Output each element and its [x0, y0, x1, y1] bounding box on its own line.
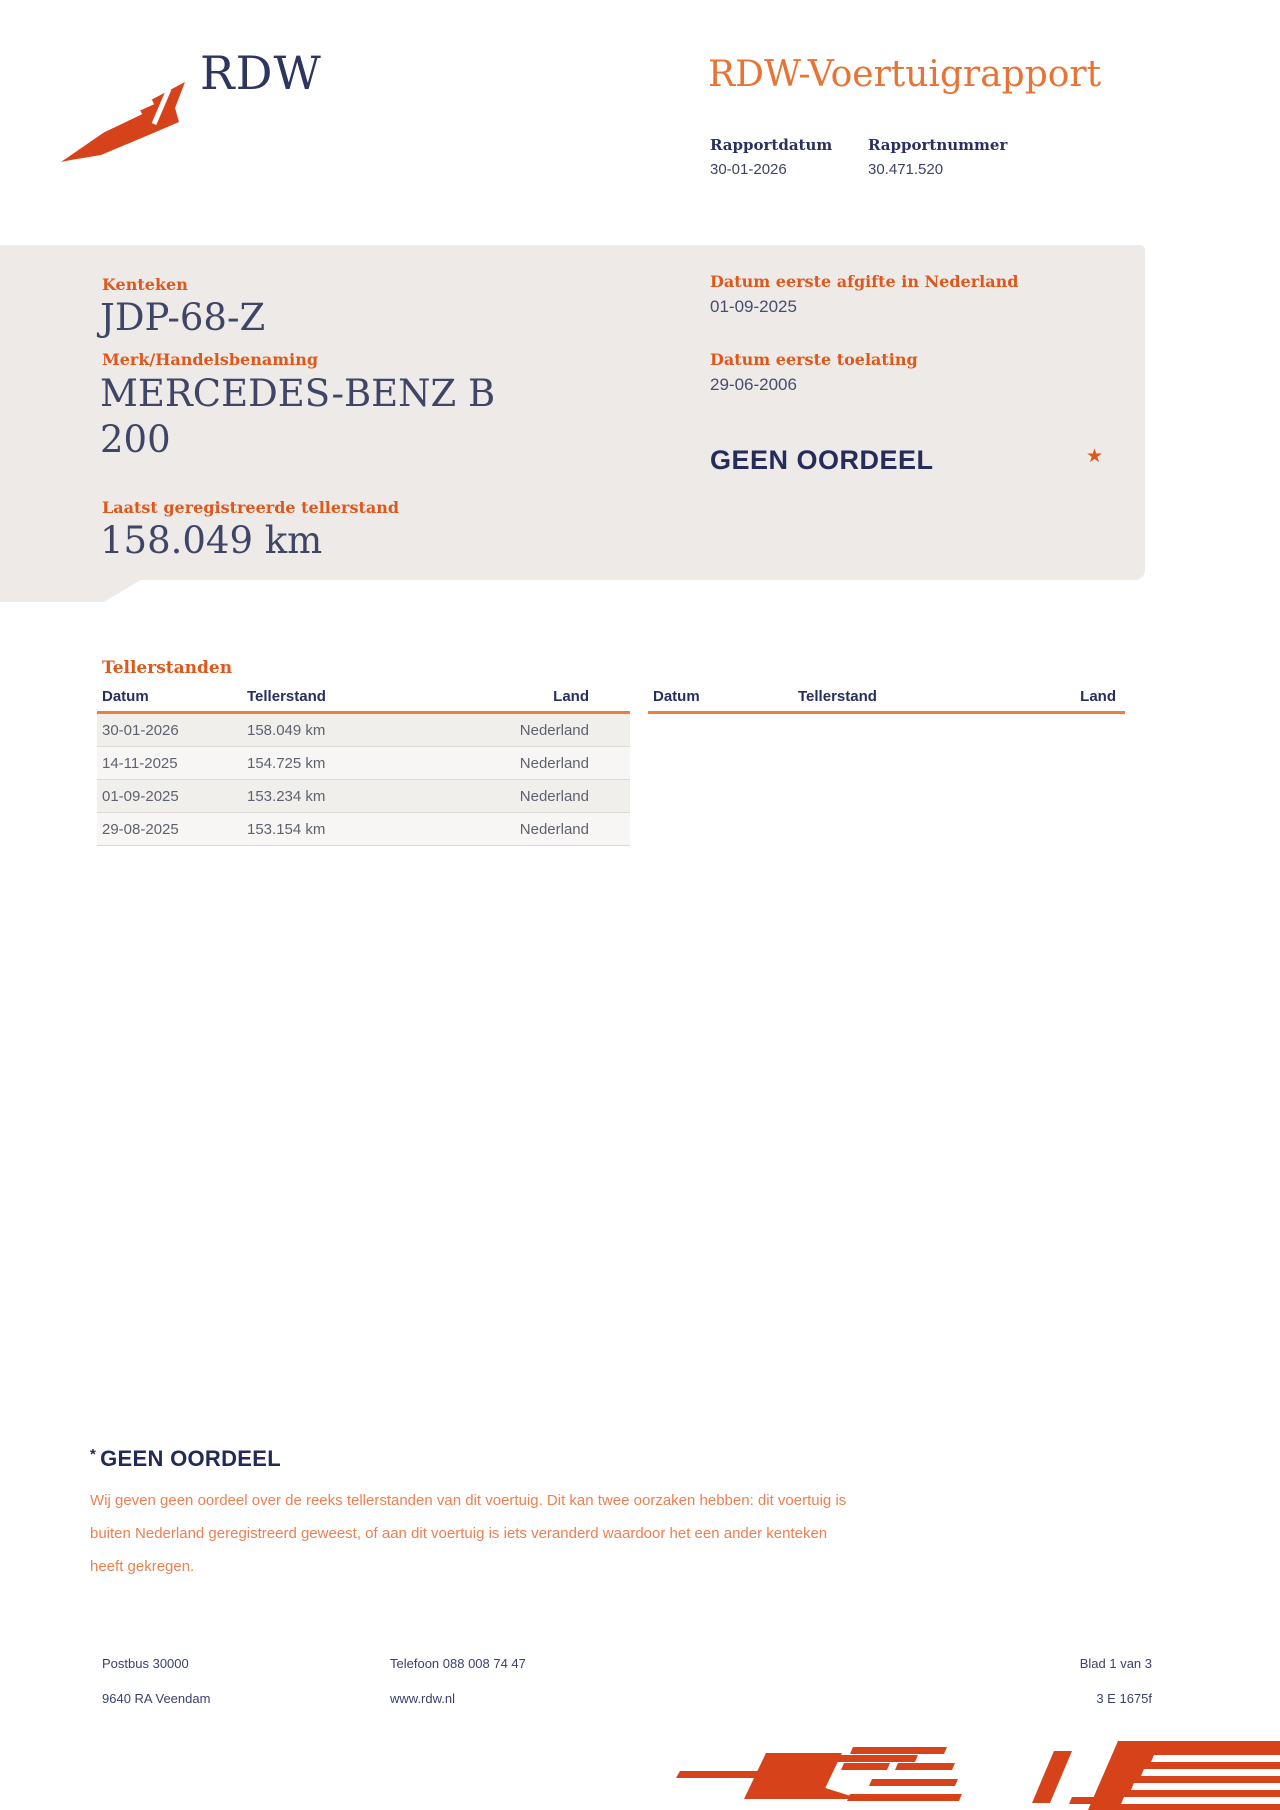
cell-datum: 01-09-2025	[102, 787, 179, 805]
toelating-label: Datum eerste toelating	[710, 350, 918, 369]
report-number-block	[868, 136, 1026, 178]
kenteken-label: Kenteken	[102, 275, 188, 294]
merk-value: MERCEDES-BENZ B 200	[100, 372, 496, 461]
rdw-logo-text: RDW	[200, 46, 322, 100]
geen-oordeel-footnote	[90, 1446, 1090, 1583]
cell-land: Nederland	[519, 754, 589, 772]
column-header-datum: Datum	[102, 688, 149, 705]
report-date-label: Rapportdatum	[710, 136, 833, 154]
report-number-label: Rapportnummer	[868, 136, 1008, 154]
footnote-text	[90, 1484, 1090, 1583]
tellerstand-value: 158.049 km	[100, 519, 323, 562]
tire-track-stripes-graphic	[620, 1737, 1280, 1810]
cell-datum: 30-01-2026	[102, 721, 179, 739]
footer-website: www.rdw.nl	[390, 1691, 456, 1706]
oordeel-heading: GEEN OORDEEL	[710, 445, 934, 475]
footnote-line: Wij geven geen oordeel over de reeks tellerstanden van dit voertuig. Dit kan twee oorzaken hebben: dit voertuig is	[90, 1492, 847, 1509]
table-row	[97, 747, 630, 780]
cell-land: Nederland	[519, 820, 589, 838]
cell-tellerstand: 153.154 km	[247, 820, 326, 838]
cell-tellerstand: 158.049 km	[247, 721, 326, 739]
tellerstanden-table-right	[648, 688, 1125, 714]
oordeel-asterisk-icon: ★	[1086, 446, 1104, 467]
tellerstanden-table-left	[97, 688, 630, 846]
table-header	[97, 688, 630, 714]
table-row	[97, 780, 630, 813]
table-row	[97, 813, 630, 846]
cell-datum: 29-08-2025	[102, 820, 179, 838]
footnote-asterisk-icon: *	[90, 1446, 97, 1463]
column-header-land: Land	[553, 688, 589, 705]
toelating-value: 29-06-2006	[710, 375, 797, 394]
footnote-heading	[90, 1446, 1090, 1472]
report-date-block	[710, 136, 868, 178]
cell-tellerstand: 154.725 km	[247, 754, 326, 772]
rdw-wing-logo-icon	[55, 72, 195, 167]
table-row	[97, 714, 630, 747]
panel-corner-tab	[0, 578, 144, 602]
column-header-land: Land	[1080, 688, 1116, 705]
cell-tellerstand: 153.234 km	[247, 787, 326, 805]
tellerstand-label: Laatst geregistreerde tellerstand	[102, 498, 400, 517]
footer-address-line1: Postbus 30000	[102, 1656, 189, 1671]
afgifte-value: 01-09-2025	[710, 297, 797, 316]
afgifte-label: Datum eerste afgifte in Nederland	[710, 272, 1019, 291]
merk-label: Merk/Handelsbenaming	[102, 350, 319, 369]
cell-land: Nederland	[519, 787, 589, 805]
footer-doc-code: 3 E 1675f	[1096, 1691, 1152, 1706]
footer-phone: Telefoon 088 008 74 47	[390, 1656, 526, 1671]
vehicle-summary-panel	[0, 245, 1145, 580]
column-header-tellerstand: Tellerstand	[798, 688, 877, 705]
tellerstanden-title: Tellerstanden	[102, 658, 233, 678]
table-header	[648, 688, 1125, 714]
column-header-datum: Datum	[653, 688, 700, 705]
report-meta	[710, 136, 1026, 178]
footnote-line: buiten Nederland geregistreerd geweest, of aan dit voertuig is iets veranderd waardoor het een ander kenteken	[90, 1525, 828, 1542]
cell-land: Nederland	[519, 721, 589, 739]
footer-page-number: Blad 1 van 3	[1079, 1656, 1152, 1671]
column-header-tellerstand: Tellerstand	[247, 688, 326, 705]
page-title: RDW-Voertuigrapport	[708, 54, 1102, 95]
footnote-line: heeft gekregen.	[90, 1558, 195, 1575]
cell-datum: 14-11-2025	[102, 754, 178, 772]
report-number-value: 30.471.520	[868, 161, 944, 178]
footer-address-line2: 9640 RA Veendam	[102, 1691, 211, 1706]
report-date-value: 30-01-2026	[710, 161, 787, 178]
footnote-title: GEEN OORDEEL	[100, 1446, 281, 1471]
kenteken-value: JDP-68-Z	[100, 296, 266, 339]
